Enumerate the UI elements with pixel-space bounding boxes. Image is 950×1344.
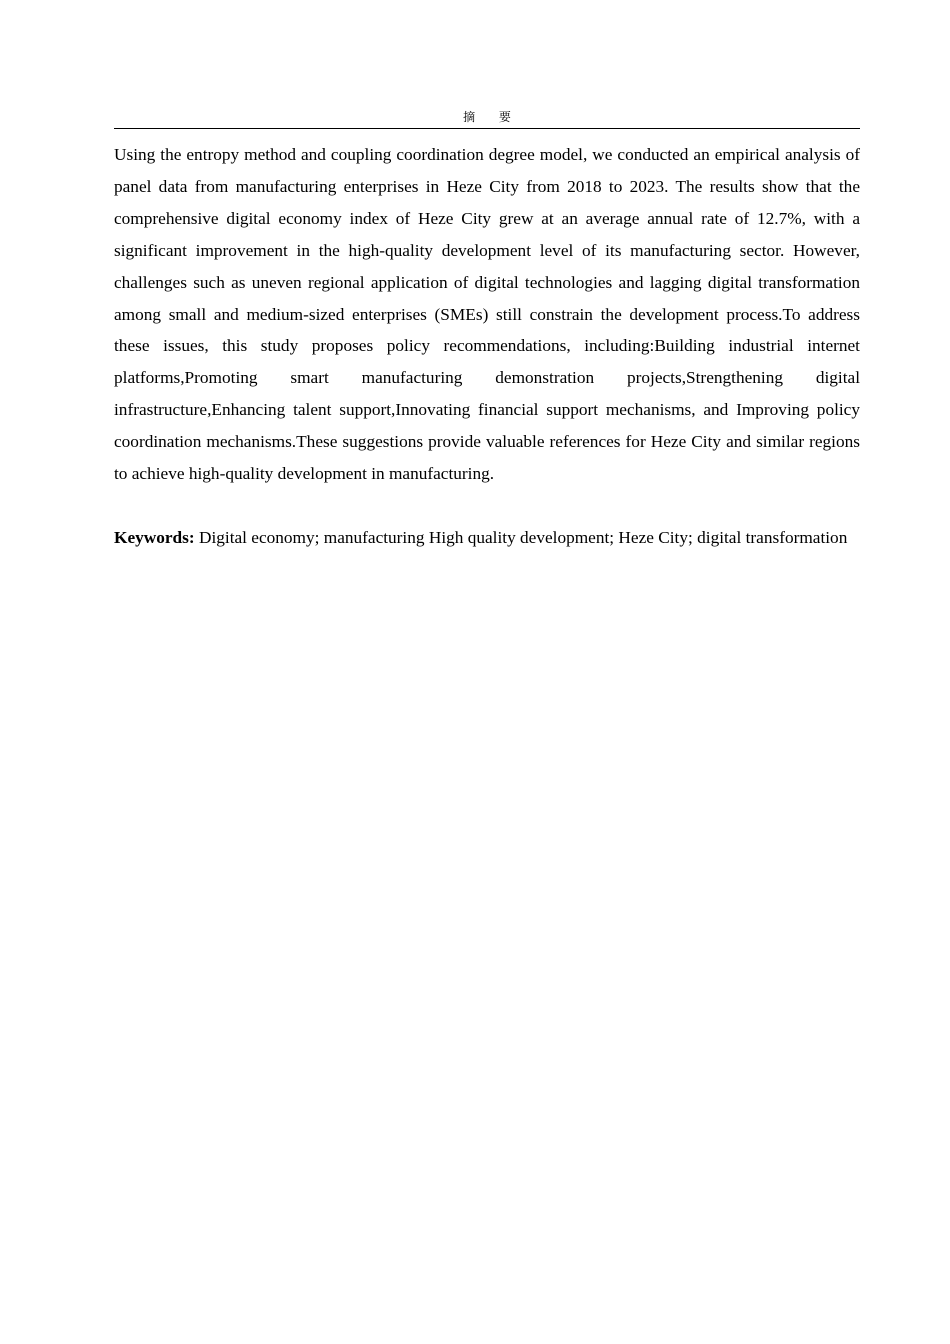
abstract-body: Using the entropy method and coupling coordination degree model, we conducted an empirical analysis of panel data from manufacturing enterprises in Heze City from 2018 to 2023. The results show that the comprehensive digital economy index of Heze City grew at an average annual rate of 12.7%, with a significant improvement in the high-quality development level of its manufacturing sector. However, challenges such as uneven regional application of digital technologies and lagging digital transformation among small and medium-sized enterprises (SMEs) still constrain the development process.To address these issues, this study proposes policy recommendations, including:Building industrial internet platforms,Promoting smart manufacturing demonstration projects,Strengthening digital infrastructure,Enhancing talent support,Innovating financial support mechanisms, and Improving policy coordination mechanisms.These suggestions provide valuable references for Heze City and similar regions to achieve high-quality development in manufacturing. <box>114 145 860 484</box>
keywords-label: Keywords: <box>114 528 195 547</box>
page-header-title: 摘 要 <box>463 110 521 124</box>
page-header <box>114 108 860 129</box>
keywords-line <box>114 522 876 554</box>
keywords-text: Digital economy; manufacturing High quality development; Heze City; digital transformation <box>198 528 848 547</box>
